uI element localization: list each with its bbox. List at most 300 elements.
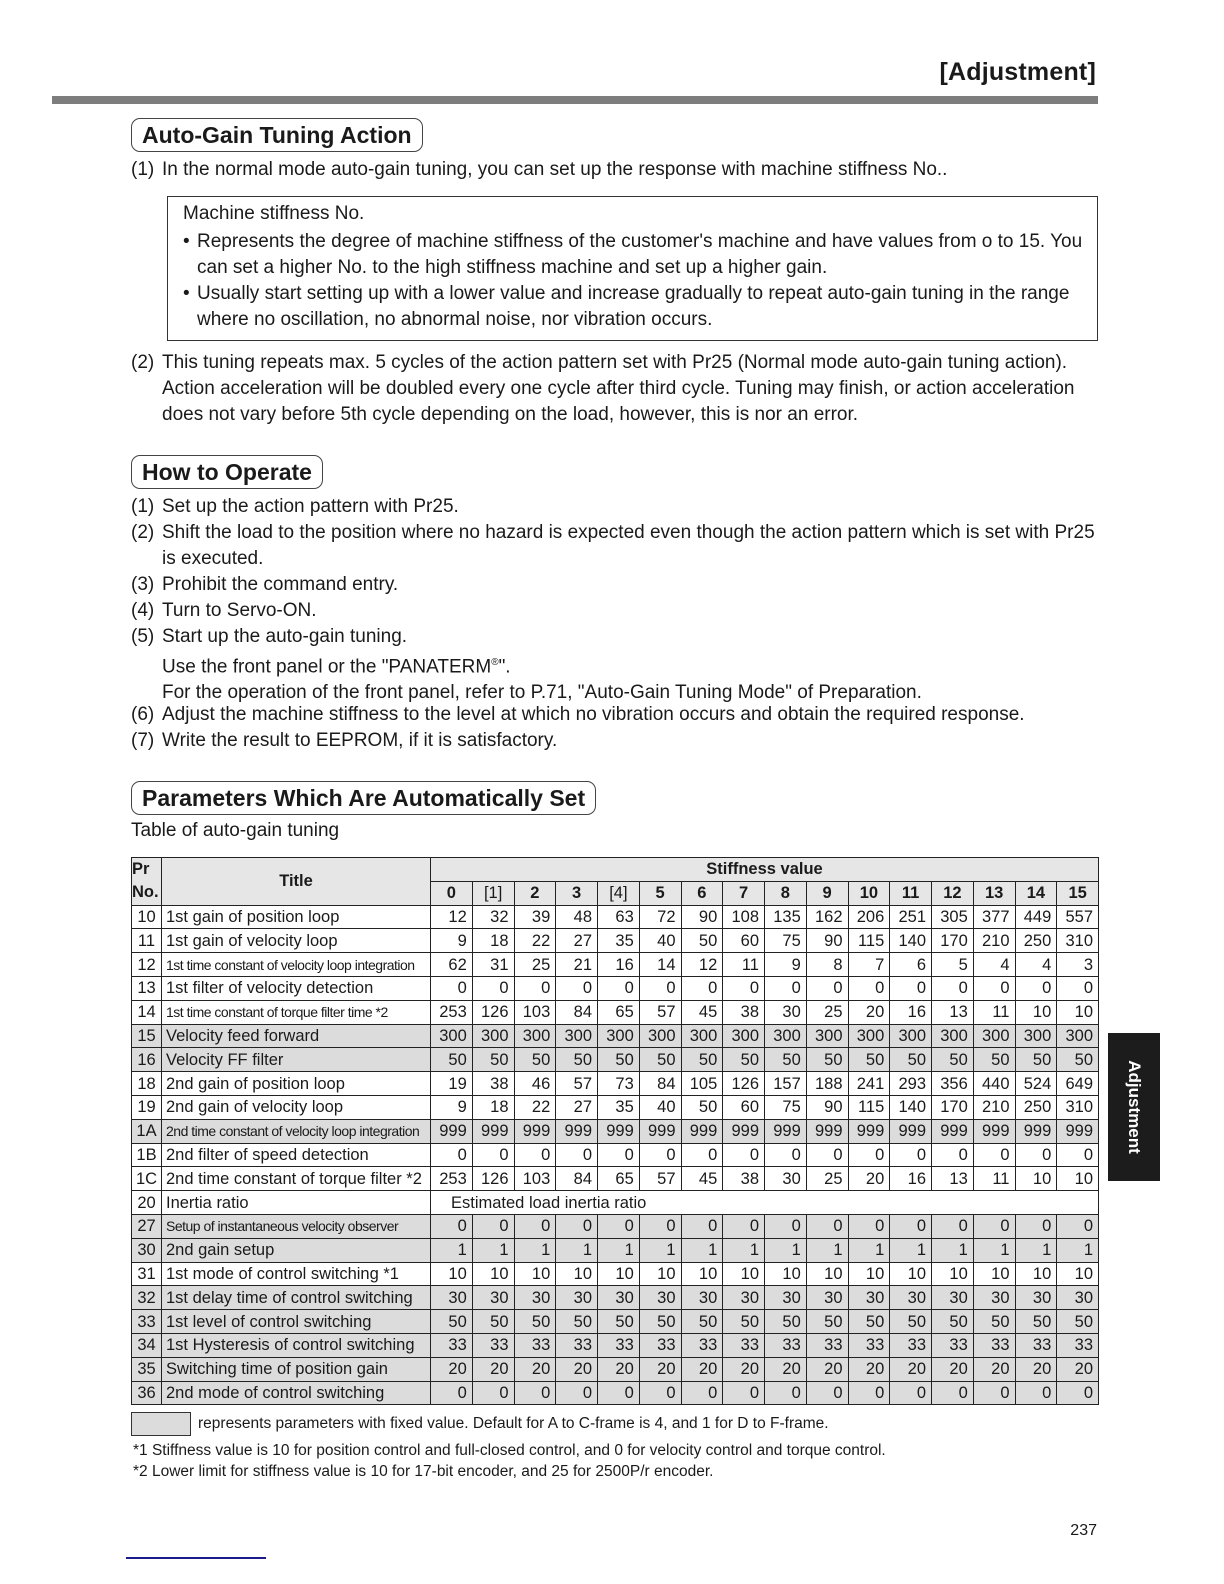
- header-rule: [52, 96, 1098, 104]
- stiffness-value-cell: 9: [431, 1095, 473, 1119]
- stiffness-value-cell: 38: [723, 1167, 765, 1191]
- pr-number-cell: 11: [132, 929, 162, 953]
- table-row: [132, 1333, 1099, 1357]
- how-to-item: [131, 598, 1101, 624]
- stiffness-value-cell: 20: [1057, 1357, 1099, 1381]
- stiffness-value-cell: 9: [765, 953, 807, 977]
- stiffness-value-cell: 38: [472, 1072, 514, 1096]
- parameter-title-cell: 1st delay time of control switching: [162, 1286, 431, 1310]
- stiffness-value-cell: 30: [681, 1286, 723, 1310]
- stiffness-value-cell: 206: [848, 905, 890, 929]
- stiffness-value-cell: 1: [1057, 1238, 1099, 1262]
- stiffness-column-header: [1]: [472, 881, 514, 905]
- footnote-1: *1 Stiffness value is 10 for position control and full-closed control, and 0 for velocity control and torque control.: [133, 1442, 886, 1459]
- stiffness-value-cell: 20: [431, 1357, 473, 1381]
- stiffness-value-cell: 999: [514, 1119, 556, 1143]
- item-number: (4): [131, 600, 155, 621]
- stiffness-value-cell: 50: [431, 1048, 473, 1072]
- item-text: Prohibit the command entry.: [162, 574, 399, 595]
- stiffness-value-cell: 115: [848, 929, 890, 953]
- pr-number-cell: 32: [132, 1286, 162, 1310]
- stiffness-value-cell: 20: [514, 1357, 556, 1381]
- pr-number-cell: 10: [132, 905, 162, 929]
- stiffness-value-cell: 0: [598, 1214, 640, 1238]
- stiffness-value-cell: 50: [472, 1048, 514, 1072]
- auto-gain-item-1: [131, 157, 1101, 183]
- stiffness-value-cell: 20: [556, 1357, 598, 1381]
- stiffness-value-cell: 50: [723, 1310, 765, 1334]
- stiffness-value-cell: 0: [681, 1143, 723, 1167]
- stiffness-value-cell: 30: [765, 1000, 807, 1024]
- stiffness-column-header: 9: [806, 881, 848, 905]
- stiffness-value-cell: 0: [1015, 1214, 1057, 1238]
- parameter-title-cell: 1st filter of velocity detection: [162, 976, 431, 1000]
- item-text: Adjust the machine stiffness to the level at which no vibration occurs and obtain the required response.: [162, 704, 1025, 725]
- stiffness-value-cell: 16: [598, 953, 640, 977]
- stiffness-value-cell: 0: [806, 976, 848, 1000]
- stiffness-column-header: 13: [973, 881, 1015, 905]
- stiffness-value-cell: 20: [639, 1357, 681, 1381]
- table-row: [132, 1214, 1099, 1238]
- stiffness-value-cell: 999: [723, 1119, 765, 1143]
- stiffness-value-cell: 33: [806, 1333, 848, 1357]
- stiffness-value-cell: 999: [681, 1119, 723, 1143]
- stiffness-value-cell: 30: [932, 1286, 974, 1310]
- item-number: (1): [131, 159, 155, 180]
- stiffness-value-cell: 0: [1015, 976, 1057, 1000]
- stiffness-value-cell: 1: [848, 1238, 890, 1262]
- stiffness-value-cell: 0: [890, 976, 932, 1000]
- stiffness-value-cell: 0: [890, 1381, 932, 1405]
- stiffness-value-cell: 33: [765, 1333, 807, 1357]
- stiffness-column-header: 7: [723, 881, 765, 905]
- pr-number-cell: 1C: [132, 1167, 162, 1191]
- stiffness-value-cell: 10: [973, 1262, 1015, 1286]
- stiffness-value-cell: 10: [806, 1262, 848, 1286]
- section-title-auto-gain: Auto-Gain Tuning Action: [131, 118, 423, 152]
- stiffness-value-cell: 0: [1015, 1143, 1057, 1167]
- stiffness-value-cell: 30: [890, 1286, 932, 1310]
- stiffness-value-cell: 103: [514, 1000, 556, 1024]
- stiffness-value-cell: 30: [514, 1286, 556, 1310]
- stiffness-value-cell: 39: [514, 905, 556, 929]
- parameter-title-cell: 1st time constant of velocity loop integration: [162, 953, 431, 977]
- stiffness-value-cell: 0: [1057, 1214, 1099, 1238]
- stiffness-value-cell: 11: [973, 1000, 1015, 1024]
- stiffness-value-cell: 50: [890, 1048, 932, 1072]
- stiffness-value-cell: 57: [639, 1167, 681, 1191]
- stiffness-value-cell: 84: [639, 1072, 681, 1096]
- stiffness-value-cell: 73: [598, 1072, 640, 1096]
- stiffness-value-cell: 0: [806, 1214, 848, 1238]
- stiffness-value-cell: 300: [765, 1024, 807, 1048]
- stiffness-value-cell: 60: [723, 1095, 765, 1119]
- stiffness-value-cell: 33: [723, 1333, 765, 1357]
- stiffness-value-cell: 33: [890, 1333, 932, 1357]
- stiffness-value-cell: 449: [1015, 905, 1057, 929]
- parameter-title-cell: 2nd gain of velocity loop: [162, 1095, 431, 1119]
- stiffness-value-cell: 33: [1057, 1333, 1099, 1357]
- stiffness-value-cell: 27: [556, 929, 598, 953]
- stiffness-value-cell: 293: [890, 1072, 932, 1096]
- stiffness-value-cell: 300: [1015, 1024, 1057, 1048]
- stiffness-column-header: 12: [932, 881, 974, 905]
- stiffness-value-cell: 20: [765, 1357, 807, 1381]
- stiffness-value-cell: 524: [1015, 1072, 1057, 1096]
- stiffness-value-cell: 57: [639, 1000, 681, 1024]
- bullet-icon: •: [183, 283, 190, 304]
- stiffness-value-cell: 33: [472, 1333, 514, 1357]
- table-row: [132, 1262, 1099, 1286]
- item-number: (5): [131, 626, 155, 647]
- stiffness-value-cell: 25: [806, 1000, 848, 1024]
- stiffness-value-cell: 999: [848, 1119, 890, 1143]
- stiffness-value-cell: 126: [723, 1072, 765, 1096]
- stiffness-value-cell: 157: [765, 1072, 807, 1096]
- stiffness-value-cell: 0: [932, 976, 974, 1000]
- table-row: [132, 1048, 1099, 1072]
- stiffness-value-cell: 21: [556, 953, 598, 977]
- parameter-title-cell: 2nd filter of speed detection: [162, 1143, 431, 1167]
- auto-gain-item-2: [131, 350, 1101, 428]
- stiffness-value-cell: 300: [932, 1024, 974, 1048]
- stiffness-column-header: 8: [765, 881, 807, 905]
- parameter-title-cell: 2nd gain setup: [162, 1238, 431, 1262]
- stiffness-value-cell: 0: [848, 976, 890, 1000]
- pr-number-cell: 18: [132, 1072, 162, 1096]
- stiffness-value-cell: 210: [973, 1095, 1015, 1119]
- how-to-item: [131, 572, 1101, 598]
- item-text: Start up the auto-gain tuning.: [162, 626, 408, 647]
- stiffness-value-cell: 50: [556, 1310, 598, 1334]
- stiffness-value-cell: 0: [1057, 1143, 1099, 1167]
- parameter-title-cell: 2nd mode of control switching: [162, 1381, 431, 1405]
- pr-number-cell: 30: [132, 1238, 162, 1262]
- stiffness-value-cell: 50: [472, 1310, 514, 1334]
- stiffness-value-cell: 999: [932, 1119, 974, 1143]
- side-tab-adjustment[interactable]: [1108, 1033, 1160, 1181]
- stiffness-value-cell: 20: [932, 1357, 974, 1381]
- stiffness-value-cell: 20: [848, 1357, 890, 1381]
- stiffness-value-cell: 31: [472, 953, 514, 977]
- stiffness-value-cell: 999: [1057, 1119, 1099, 1143]
- pr-number-cell: 1A: [132, 1119, 162, 1143]
- stiffness-value-cell: 90: [806, 929, 848, 953]
- parameter-title-cell: Velocity feed forward: [162, 1024, 431, 1048]
- item-text: This tuning repeats max. 5 cycles of the action pattern set with Pr25 (Normal mode auto-gain tuning action). Action acceleration will be doubled every one cycle after third cycle. Tuning may finish, or action acceleration does not vary before 5th cycle depending on the load, however, this is nor an error.: [162, 352, 1075, 425]
- stiffness-value-cell: 10: [681, 1262, 723, 1286]
- item-number: (2): [131, 352, 155, 373]
- stiffness-value-cell: 999: [806, 1119, 848, 1143]
- stiffness-value-cell: 0: [1057, 976, 1099, 1000]
- stiffness-value-cell: 108: [723, 905, 765, 929]
- stiffness-value-cell: 33: [932, 1333, 974, 1357]
- stiffness-value-cell: 33: [1015, 1333, 1057, 1357]
- stiffness-value-cell: 305: [932, 905, 974, 929]
- stiffness-value-cell: 10: [639, 1262, 681, 1286]
- stiffness-value-cell: 0: [639, 1143, 681, 1167]
- stiffness-value-cell: 46: [514, 1072, 556, 1096]
- machine-stiffness-box: [167, 196, 1098, 341]
- how-to-item: [131, 728, 1101, 754]
- stiffness-value-cell: 72: [639, 905, 681, 929]
- stiffness-value-cell: 1: [472, 1238, 514, 1262]
- stiffness-value-cell: 0: [890, 1214, 932, 1238]
- stiffness-value-cell: 30: [765, 1167, 807, 1191]
- stiffness-value-cell: 50: [681, 1048, 723, 1072]
- how-to-item: [131, 702, 1101, 728]
- stiffness-value-cell: 310: [1057, 929, 1099, 953]
- stiffness-value-cell: 0: [723, 1143, 765, 1167]
- pr-number-cell: 14: [132, 1000, 162, 1024]
- stiffness-value-cell: 50: [806, 1048, 848, 1072]
- stiffness-value-cell: 253: [431, 1000, 473, 1024]
- table-row: [132, 1310, 1099, 1334]
- stiffness-value-cell: 649: [1057, 1072, 1099, 1096]
- pr-number-cell: 31: [132, 1262, 162, 1286]
- stiffness-value-cell: 1: [514, 1238, 556, 1262]
- table-row: [132, 1191, 1099, 1215]
- section-title-parameters: Parameters Which Are Automatically Set: [131, 781, 596, 815]
- stiffness-value-cell: 50: [431, 1310, 473, 1334]
- table-row: [132, 1357, 1099, 1381]
- stiffness-value-cell: 0: [681, 976, 723, 1000]
- stiffness-value-cell: 0: [598, 1143, 640, 1167]
- stiffness-value-cell: 10: [556, 1262, 598, 1286]
- stiffness-value-cell: 30: [1015, 1286, 1057, 1310]
- pr-number-cell: 1B: [132, 1143, 162, 1167]
- stiffness-value-cell: 0: [556, 1143, 598, 1167]
- stiffness-value-cell: 0: [556, 1381, 598, 1405]
- stiffness-value-cell: 50: [681, 1310, 723, 1334]
- stiffness-value-cell: 1: [556, 1238, 598, 1262]
- stiffness-value-cell: 999: [431, 1119, 473, 1143]
- stiffness-value-cell: 0: [514, 1381, 556, 1405]
- stiffness-value-cell: 20: [848, 1000, 890, 1024]
- stiffness-value-cell: 126: [472, 1167, 514, 1191]
- footnote-2: *2 Lower limit for stiffness value is 10 for 17-bit encoder, and 25 for 2500P/r encoder.: [133, 1463, 714, 1480]
- table-row: [132, 976, 1099, 1000]
- parameter-title-cell: 1st Hysteresis of control switching: [162, 1333, 431, 1357]
- stiffness-value-cell: 0: [723, 1381, 765, 1405]
- parameter-title-cell: 1st level of control switching: [162, 1310, 431, 1334]
- stiffness-column-header: 10: [848, 881, 890, 905]
- stiffness-value-cell: 20: [1015, 1357, 1057, 1381]
- parameter-title-cell: 1st gain of velocity loop: [162, 929, 431, 953]
- stiffness-value-cell: 84: [556, 1167, 598, 1191]
- stiffness-value-cell: 75: [765, 1095, 807, 1119]
- stiffness-value-cell: 0: [806, 1143, 848, 1167]
- stiffness-value-cell: 999: [1015, 1119, 1057, 1143]
- stiffness-value-cell: 30: [1057, 1286, 1099, 1310]
- stiffness-value-cell: 999: [639, 1119, 681, 1143]
- stiffness-value-cell: 30: [765, 1286, 807, 1310]
- stiffness-value-cell: 135: [765, 905, 807, 929]
- stiffness-column-header: 11: [890, 881, 932, 905]
- stiffness-value-cell: 30: [973, 1286, 1015, 1310]
- stiffness-value-cell: 1: [806, 1238, 848, 1262]
- how-to-item: [131, 624, 1101, 706]
- stiffness-value-cell: 30: [639, 1286, 681, 1310]
- stiffness-value-cell: 140: [890, 1095, 932, 1119]
- stiffness-value-cell: 162: [806, 905, 848, 929]
- stiffness-value-cell: 10: [472, 1262, 514, 1286]
- stiffness-value-cell: 5: [932, 953, 974, 977]
- stiffness-value-cell: 27: [556, 1095, 598, 1119]
- parameter-title-cell: 1st time constant of torque filter time *2: [162, 1000, 431, 1024]
- table-body: [132, 905, 1099, 1405]
- item-number: (6): [131, 704, 155, 725]
- stiffness-value-cell: 999: [890, 1119, 932, 1143]
- stiffness-value-cell: 10: [765, 1262, 807, 1286]
- stiffness-value-cell: 300: [431, 1024, 473, 1048]
- stiffness-value-cell: 20: [973, 1357, 1015, 1381]
- stiffness-value-cell: 20: [598, 1357, 640, 1381]
- table-row: [132, 1167, 1099, 1191]
- stiffness-value-cell: 300: [639, 1024, 681, 1048]
- stiffness-value-cell: 300: [681, 1024, 723, 1048]
- stiffness-value-cell: 0: [472, 1381, 514, 1405]
- stiffness-value-cell: 0: [598, 1381, 640, 1405]
- stiffness-value-cell: 50: [514, 1048, 556, 1072]
- stiffness-value-cell: 300: [723, 1024, 765, 1048]
- box-bullet: [183, 229, 1088, 281]
- stiffness-value-cell: 30: [806, 1286, 848, 1310]
- pr-number-cell: 12: [132, 953, 162, 977]
- stiffness-value-cell: 300: [1057, 1024, 1099, 1048]
- stiffness-value-cell: 25: [514, 953, 556, 977]
- stiffness-value-cell: 170: [932, 929, 974, 953]
- stiffness-value-cell: 0: [514, 976, 556, 1000]
- footer-link-line[interactable]: [126, 1557, 266, 1559]
- box-title: Machine stiffness No.: [183, 203, 365, 224]
- stiffness-value-cell: 250: [1015, 1095, 1057, 1119]
- registered-mark: ®: [491, 657, 499, 668]
- how-to-item: [131, 494, 1101, 520]
- stiffness-value-cell: 0: [765, 976, 807, 1000]
- pr-number-cell: 34: [132, 1333, 162, 1357]
- parameter-title-cell: 2nd gain of position loop: [162, 1072, 431, 1096]
- parameter-title-cell: Inertia ratio: [162, 1191, 431, 1215]
- stiffness-column-header: 15: [1057, 881, 1099, 905]
- stiffness-value-cell: 310: [1057, 1095, 1099, 1119]
- stiffness-value-cell: 440: [973, 1072, 1015, 1096]
- stiffness-value-cell: 33: [848, 1333, 890, 1357]
- stiffness-value-cell: 40: [639, 929, 681, 953]
- stiffness-value-cell: 75: [765, 929, 807, 953]
- stiffness-value-cell: 50: [848, 1048, 890, 1072]
- item-number: (3): [131, 574, 155, 595]
- fixed-value-swatch: [131, 1412, 191, 1436]
- stiffness-value-cell: 0: [472, 1214, 514, 1238]
- stiffness-value-cell: 0: [848, 1214, 890, 1238]
- stiffness-value-cell: 0: [514, 1143, 556, 1167]
- stiffness-column-header: 6: [681, 881, 723, 905]
- stiffness-value-cell: 30: [556, 1286, 598, 1310]
- stiffness-value-cell: 557: [1057, 905, 1099, 929]
- stiffness-value-cell: 90: [681, 905, 723, 929]
- stiffness-value-cell: 60: [723, 929, 765, 953]
- pr-number-cell: 19: [132, 1095, 162, 1119]
- stiffness-value-cell: 57: [556, 1072, 598, 1096]
- stiffness-value-cell: 0: [932, 1143, 974, 1167]
- item-subtext: [131, 650, 1101, 680]
- stiffness-value-cell: 50: [639, 1310, 681, 1334]
- stiffness-value-cell: 0: [765, 1214, 807, 1238]
- stiffness-value-cell: 0: [932, 1214, 974, 1238]
- stiffness-value-cell: 999: [973, 1119, 1015, 1143]
- stiffness-value-cell: 1: [932, 1238, 974, 1262]
- box-bullet: [183, 281, 1088, 333]
- stiffness-value-cell: 10: [1057, 1000, 1099, 1024]
- stiffness-value-cell: 10: [848, 1262, 890, 1286]
- parameter-title-cell: 1st mode of control switching *1: [162, 1262, 431, 1286]
- stiffness-column-header: 2: [514, 881, 556, 905]
- stiffness-value-cell: 10: [598, 1262, 640, 1286]
- stiffness-value-cell: 50: [1057, 1048, 1099, 1072]
- stiffness-value-cell: 6: [890, 953, 932, 977]
- stiffness-value-cell: 0: [848, 1381, 890, 1405]
- stiffness-value-cell: 20: [806, 1357, 848, 1381]
- stiffness-value-cell: 999: [598, 1119, 640, 1143]
- stiffness-value-cell: 0: [556, 1214, 598, 1238]
- stiffness-value-cell: 20: [890, 1357, 932, 1381]
- stiffness-value-cell: 10: [1015, 1262, 1057, 1286]
- stiffness-value-cell: 11: [723, 953, 765, 977]
- stiffness-value-cell: 0: [431, 976, 473, 1000]
- stiffness-value-cell: 50: [514, 1310, 556, 1334]
- pr-number-cell: 15: [132, 1024, 162, 1048]
- parameter-title-cell: 2nd time constant of velocity loop integration: [162, 1119, 431, 1143]
- stiffness-value-cell: 45: [681, 1167, 723, 1191]
- stiffness-value-cell: 50: [598, 1310, 640, 1334]
- stiffness-value-cell: 126: [472, 1000, 514, 1024]
- bullet-text: Usually start setting up with a lower value and increase gradually to repeat auto-gain tuning in the range where no oscillation, no abnormal noise, nor vibration occurs.: [197, 283, 1070, 330]
- stiffness-value-cell: 50: [1015, 1310, 1057, 1334]
- stiffness-value-cell: 50: [639, 1048, 681, 1072]
- stiffness-value-cell: 10: [890, 1262, 932, 1286]
- page-header-title: [Adjustment]: [939, 58, 1096, 86]
- pr-number-cell: 20: [132, 1191, 162, 1215]
- pr-number-cell: 27: [132, 1214, 162, 1238]
- pr-number-cell: 13: [132, 976, 162, 1000]
- stiffness-value-cell: 0: [765, 1143, 807, 1167]
- stiffness-value-cell: 20: [681, 1357, 723, 1381]
- stiffness-value-cell: 30: [431, 1286, 473, 1310]
- stiffness-value-cell: 14: [639, 953, 681, 977]
- stiffness-value-cell: 35: [598, 929, 640, 953]
- stiffness-value-cell: 140: [890, 929, 932, 953]
- table-row: [132, 1286, 1099, 1310]
- table-row: [132, 1119, 1099, 1143]
- panaterm-text: Use the front panel or the "PANATERM: [162, 656, 492, 678]
- stiffness-value-cell: 63: [598, 905, 640, 929]
- item-number: (2): [131, 522, 155, 543]
- stiffness-value-cell: 1: [639, 1238, 681, 1262]
- stiffness-value-cell: 10: [1057, 1167, 1099, 1191]
- bullet-icon: •: [183, 231, 190, 252]
- stiffness-value-cell: 3: [1057, 953, 1099, 977]
- stiffness-value-cell: 33: [514, 1333, 556, 1357]
- stiffness-column-header: 3: [556, 881, 598, 905]
- stiffness-value-cell: 1: [1015, 1238, 1057, 1262]
- stiffness-value-cell: 4: [973, 953, 1015, 977]
- table-row: [132, 1143, 1099, 1167]
- stiffness-value-cell: 188: [806, 1072, 848, 1096]
- table-caption: Table of auto-gain tuning: [131, 820, 340, 841]
- stiffness-value-cell: 33: [639, 1333, 681, 1357]
- section-title-how-to-operate: How to Operate: [131, 455, 323, 489]
